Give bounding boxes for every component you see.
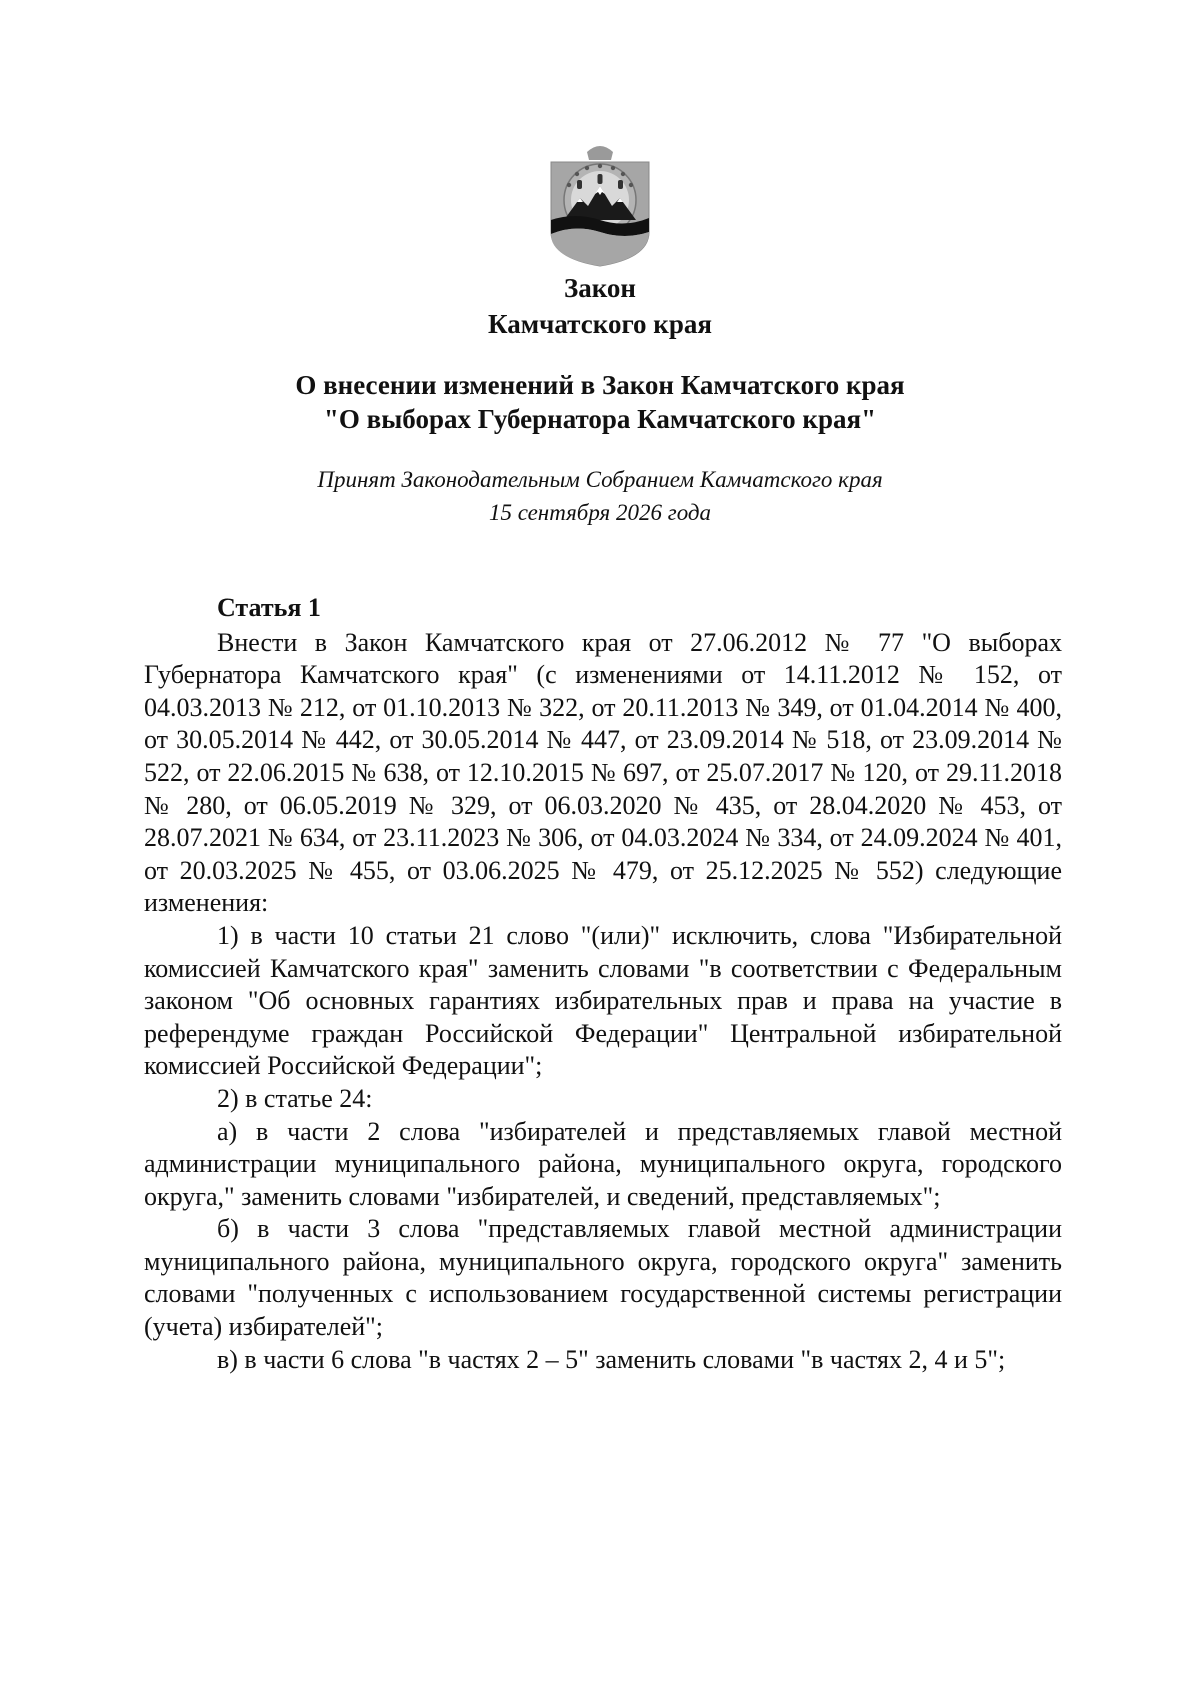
article-heading: Статья 1 — [217, 593, 321, 622]
law-title: Закон — [563, 273, 636, 303]
coat-of-arms-icon — [547, 140, 653, 268]
law-subject-line-1: О внесении изменений в Закон Камчатского края — [295, 370, 905, 400]
article-intro-paragraph: Внести в Закон Камчатского края от 27.06.2012 № 77 "О выборах Губернатора Камчатского края" (с изменениями от 14.11.2012 № 152, от 04.03.2013 № 212, от 01.10.2013 № 322, от 20.11.2013 № 349, от 01.04.2014 № 400, от 30.05.2014 № 442, от 30.05.2014 № 447, от 23.09.2014 № 518, от 23.09.2014 № 522, от 22.06.2015 № 638, от 12.10.2015 № 697, от 25.07.2017 № 120, от 29.11.2018 № 280, от 06.05.2019 № 329, от 06.03.2020 № 435, от 28.04.2020 № 453, от 28.07.2021 № 634, от 23.11.2023 № 306, от 04.03.2024 № 334, от 24.09.2024 № 401, от 20.03.2025 № 455, от 03.06.2025 № 479, от 25.12.2025 № 552) следующие изменения: — [144, 627, 1062, 918]
adoption-date: 15 сентября 2026 года — [488, 500, 712, 525]
amendment-item-2: 2) в статье 24: — [217, 1083, 373, 1113]
amendment-subitem-a: а) в части 2 слова "избирателей и представляемых главой местной администрации муниципального района, муниципального округа, городского округа," заменить словами "избирателей, и сведений, представляемых"; — [144, 1116, 1062, 1211]
adoption-note-line-1: Принят Законодательным Собранием Камчатского края — [317, 467, 883, 492]
law-region: Камчатского края — [488, 309, 712, 339]
amendment-item-1: 1) в части 10 статьи 21 слово "(или)" исключить, слова "Избирательной комиссией Камчатского края" заменить словами "в соответствии с Федеральным законом "Об основных гарантиях избирательных прав и права на участие в референдуме граждан Российской Федерации" Центральной избирательной комиссией Российской Федерации"; — [144, 920, 1062, 1081]
law-subject-line-2: "О выборах Губернатора Камчатского края" — [323, 404, 877, 434]
amendment-subitem-b: б) в части 3 слова "представляемых главой местной администрации муниципального района, муниципального округа, городского округа" заменить словами "полученных с использованием государственной системы регистрации (учета) избирателей"; — [144, 1214, 1062, 1342]
law-body — [144, 592, 1062, 1376]
amendment-subitem-v: в) в части 6 слова "в частях 2 – 5" заменить словами "в частях 2, 4 и 5"; — [217, 1344, 1006, 1374]
